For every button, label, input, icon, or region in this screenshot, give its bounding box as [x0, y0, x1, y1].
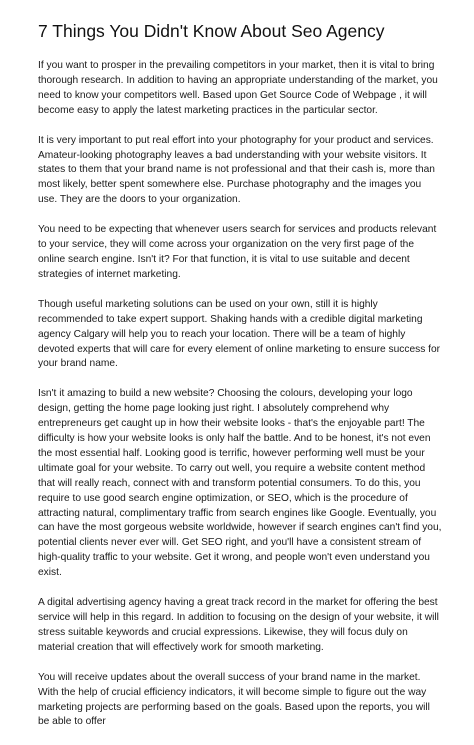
- document-title: 7 Things You Didn't Know About Seo Agency: [38, 21, 385, 41]
- paragraph-5: Isn't it amazing to build a new website? Choosing the colours, developing your logo design, getting the home page looking just right. I absolutely comprehend why entrepreneurs get caught up in how their website looks - that's the enjoyable part! The difficulty is how your website looks is only half the battle. And to be honest, it's not even the most essential half. Looking good is terrific, however performing well must be your ultimate goal for your website. To carry out well, you require a website content method that will really reach, connect with and transform potential consumers. To do this, you require to use good search engine optimization, or SEO, which is the procedure of attracting natural, complimentary traffic from search engines like Google. Eventually, you can have the most gorgeous website worldwide, however if search engines can't find you, potential clients never ever will. Get SEO right, and you'll have a consistent stream of high-quality traffic to your website. Get it wrong, and people won't even understand you exist.: [38, 388, 442, 579]
- document-page: [38, 20, 442, 745]
- paragraph-7: You will receive updates about the overall success of your brand name in the market. With the help of crucial efficiency indicators, it will become simple to figure out the way marketing projects are performing based on the goals. Based upon the reports, you will be able to offer: [38, 671, 430, 728]
- paragraph-3: You need to be expecting that whenever users search for services and products relevant to your service, they will come across your organization on the very first page of the online search engine. Isn't it? For that function, it is vital to use suitable and decent strategies of internet marketing.: [38, 224, 437, 280]
- paragraph-6: A digital advertising agency having a great track record in the market for offering the best service will help in this regard. In addition to focusing on the design of your website, it will stress suitable keywords and crucial expressions. Likewise, they will focus duly on material creation that will effectively work for smooth marketing.: [38, 597, 439, 653]
- paragraph-2: It is very important to put real effort into your photography for your product and services. Amateur-looking photography leaves a bad understanding with your website visitors. It states to them that your brand name is not professional and that their cash is, more than most likely, better spent somewhere else. Purchase photography and the images you use. They are the doors to your organization.: [38, 134, 435, 206]
- paragraph-4: Though useful marketing solutions can be used on your own, still it is highly recommended to take expert support. Shaking hands with a credible digital marketing agency Calgary will help you to reach your location. There will be a team of highly devoted experts that will care for every element of online marketing to ensure success for your brand name.: [38, 298, 441, 370]
- paragraph-1: If you want to prosper in the prevailing competitors in your market, then it is vital to bring thorough research. In addition to having an appropriate understanding of the market, you need to know your competitors well. Based upon Get Source Code of Webpage , it will become easy to apply the latest marketing practices in the particular sector.: [38, 60, 438, 116]
